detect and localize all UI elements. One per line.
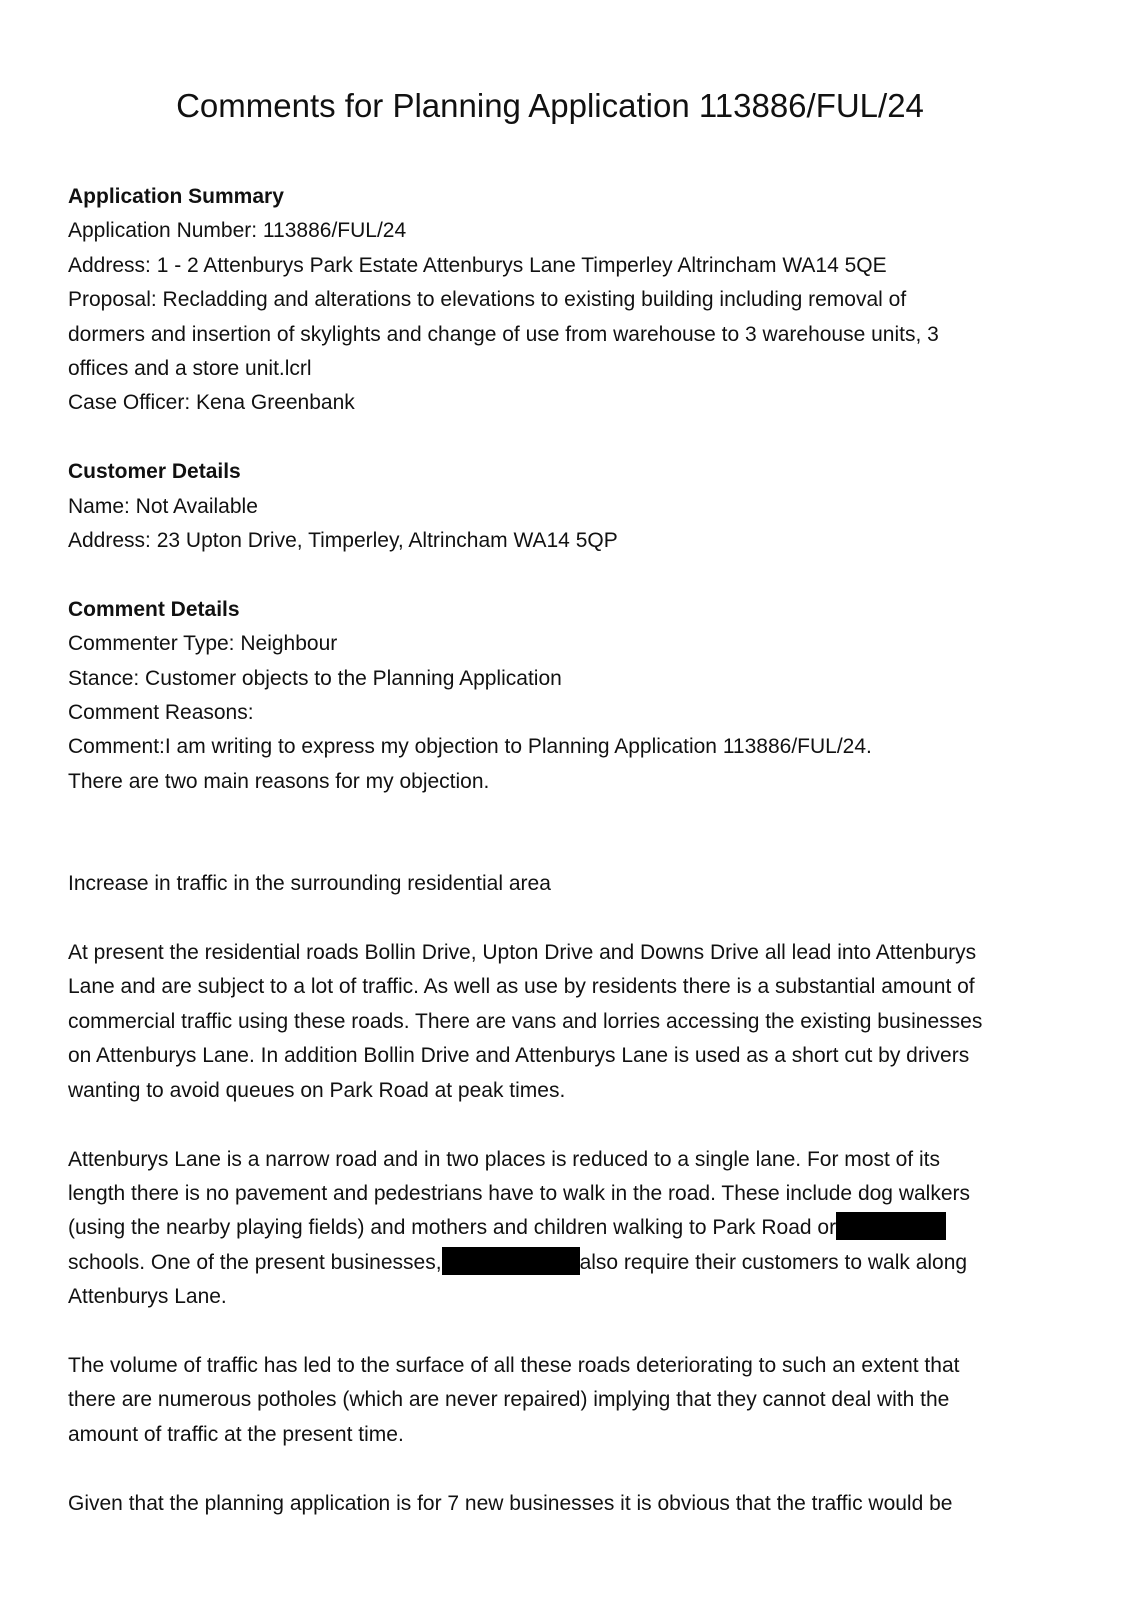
paragraph-3-line-1: The volume of traffic has led to the surface of all these roads deteriorating to such an extent that (68, 1353, 960, 1377)
page-title: Comments for Planning Application 113886/FUL/24 (176, 87, 924, 124)
proposal-line-1: Proposal: Recladding and alterations to elevations to existing building including removal of (68, 288, 907, 312)
application-number: Application Number: 113886/FUL/24 (68, 219, 407, 243)
spacer (68, 799, 1078, 867)
paragraph-1-line-5: wanting to avoid queues on Park Road at peak times. (68, 1078, 566, 1102)
spacer (68, 558, 1078, 592)
paragraph-1-line-3: commercial traffic using these roads. There are vans and lorries accessing the existing businesses (68, 1009, 983, 1033)
paragraph-2-line-3-text: (using the nearby playing fields) and mothers and children walking to Park Road or (68, 1216, 837, 1240)
paragraph-2-line-5: Attenburys Lane. (68, 1285, 227, 1309)
commenter-type: Commenter Type: Neighbour (68, 632, 338, 656)
stance: Stance: Customer objects to the Planning Application (68, 666, 562, 690)
redaction-box (442, 1247, 580, 1275)
application-summary-heading: Application Summary (68, 185, 284, 208)
paragraph-2-line-4-text-a: schools. One of the present businesses, (68, 1250, 442, 1274)
application-address: Address: 1 - 2 Attenburys Park Estate Attenburys Lane Timperley Altrincham WA14 5QE (68, 253, 887, 277)
customer-details-heading: Customer Details (68, 460, 241, 484)
comment-line-2: There are two main reasons for my objection. (68, 769, 490, 793)
paragraph-2-line-3 (68, 1211, 1078, 1245)
proposal-line-3: offices and a store unit.lcrl (68, 357, 312, 381)
redaction-box (836, 1212, 946, 1240)
paragraph-1-line-4: on Attenburys Lane. In addition Bollin Drive and Attenburys Lane is used as a short cut by drivers (68, 1044, 970, 1068)
proposal-line-2: dormers and insertion of skylights and change of use from warehouse to 3 warehouse units, 3 (68, 322, 939, 346)
spacer (68, 1315, 1078, 1349)
spacer (68, 1108, 1078, 1142)
customer-address: Address: 23 Upton Drive, Timperley, Altrincham WA14 5QP (68, 529, 618, 553)
paragraph-2-line-4 (68, 1246, 1078, 1280)
spacer (68, 1452, 1078, 1486)
comment-line-1: Comment:I am writing to express my objection to Planning Application 113886/FUL/24. (68, 735, 872, 759)
customer-name: Name: Not Available (68, 494, 258, 518)
paragraph-2-line-2: length there is no pavement and pedestrians have to walk in the road. These include dog walkers (68, 1181, 971, 1205)
spacer (68, 421, 1078, 455)
case-officer: Case Officer: Kena Greenbank (68, 391, 355, 415)
paragraph-1-line-1: At present the residential roads Bollin Drive, Upton Drive and Downs Drive all lead into Attenburys (68, 941, 977, 965)
paragraph-1-line-2: Lane and are subject to a lot of traffic. As well as use by residents there is a substantial amount of (68, 975, 975, 999)
paragraph-3-line-3: amount of traffic at the present time. (68, 1422, 404, 1446)
paragraph-2-line-1: Attenburys Lane is a narrow road and in two places is reduced to a single lane. For most of its (68, 1147, 940, 1171)
spacer (68, 902, 1078, 936)
comment-reasons: Comment Reasons: (68, 701, 254, 725)
document-content (68, 180, 1078, 1521)
body-subheading: Increase in traffic in the surrounding residential area (68, 872, 551, 896)
paragraph-3-line-2: there are numerous potholes (which are never repaired) implying that they cannot deal with the (68, 1388, 950, 1412)
paragraph-4-line-1: Given that the planning application is for 7 new businesses it is obvious that the traffic would be (68, 1491, 953, 1515)
paragraph-2-line-4-text-b: also require their customers to walk along (579, 1250, 968, 1274)
comment-details-heading: Comment Details (68, 597, 240, 621)
